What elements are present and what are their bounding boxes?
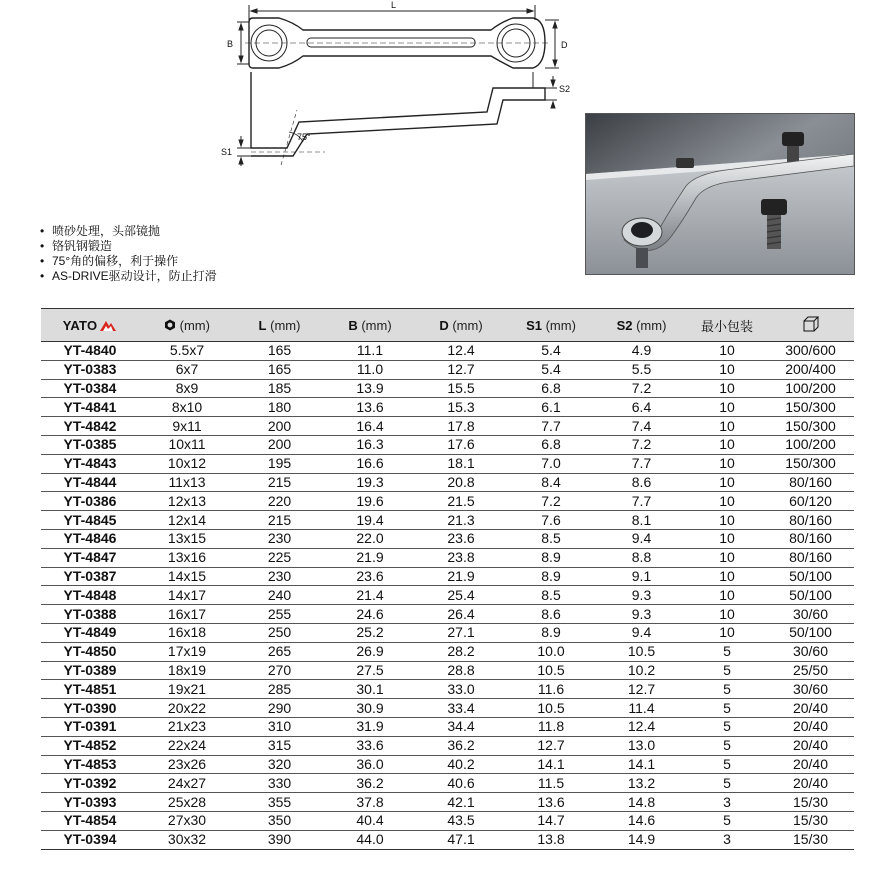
cell-pack: 10 bbox=[687, 454, 767, 473]
cell-pack: 10 bbox=[687, 529, 767, 548]
table-row bbox=[41, 567, 854, 586]
cell-d: 27.1 bbox=[416, 623, 506, 642]
cell-d: 18.1 bbox=[416, 454, 506, 473]
cell-d: 17.6 bbox=[416, 435, 506, 454]
cell-pack: 5 bbox=[687, 736, 767, 755]
cell-d: 21.3 bbox=[416, 511, 506, 530]
cell-box: 15/30 bbox=[767, 811, 854, 830]
wrench-dimension-drawing bbox=[215, 0, 585, 175]
cell-d: 28.2 bbox=[416, 642, 506, 661]
dim-label-l: L bbox=[391, 0, 397, 10]
table-row bbox=[41, 342, 854, 361]
cell-code: YT-0386 bbox=[41, 492, 139, 511]
cell-code: YT-4850 bbox=[41, 642, 139, 661]
cell-box: 50/100 bbox=[767, 623, 854, 642]
cell-size: 14x17 bbox=[139, 586, 235, 605]
cell-s2: 10.5 bbox=[596, 642, 687, 661]
cell-size: 8x10 bbox=[139, 398, 235, 417]
cell-size: 13x16 bbox=[139, 548, 235, 567]
cell-s1: 8.6 bbox=[506, 605, 596, 624]
cell-box: 80/160 bbox=[767, 529, 854, 548]
cell-d: 34.4 bbox=[416, 717, 506, 736]
cell-s1: 8.4 bbox=[506, 473, 596, 492]
table-row bbox=[41, 360, 854, 379]
cell-d: 15.5 bbox=[416, 379, 506, 398]
cell-s1: 7.7 bbox=[506, 417, 596, 436]
brand-name: YATO bbox=[62, 317, 98, 333]
cell-s2: 8.8 bbox=[596, 548, 687, 567]
cell-s2: 9.3 bbox=[596, 605, 687, 624]
cell-size: 23x26 bbox=[139, 755, 235, 774]
table-row bbox=[41, 680, 854, 699]
cell-size: 16x17 bbox=[139, 605, 235, 624]
cell-s2: 8.6 bbox=[596, 473, 687, 492]
cell-d: 23.6 bbox=[416, 529, 506, 548]
table-row bbox=[41, 548, 854, 567]
cell-l: 225 bbox=[235, 548, 324, 567]
cell-code: YT-4847 bbox=[41, 548, 139, 567]
cell-code: YT-0390 bbox=[41, 699, 139, 718]
cell-pack: 5 bbox=[687, 717, 767, 736]
cell-b: 30.1 bbox=[324, 680, 416, 699]
cell-b: 31.9 bbox=[324, 717, 416, 736]
cell-size: 17x19 bbox=[139, 642, 235, 661]
cell-s2: 9.1 bbox=[596, 567, 687, 586]
cell-box: 50/100 bbox=[767, 586, 854, 605]
cell-s1: 14.7 bbox=[506, 811, 596, 830]
cell-pack: 10 bbox=[687, 473, 767, 492]
cell-code: YT-0383 bbox=[41, 360, 139, 379]
hex-nut-icon bbox=[164, 319, 176, 331]
dim-label-b: B bbox=[227, 39, 234, 49]
cell-s2: 13.0 bbox=[596, 736, 687, 755]
feature-item: • 喷砂处理，头部镜抛 bbox=[40, 224, 217, 239]
cell-box: 100/200 bbox=[767, 379, 854, 398]
cell-l: 200 bbox=[235, 417, 324, 436]
cell-code: YT-4841 bbox=[41, 398, 139, 417]
cell-d: 28.8 bbox=[416, 661, 506, 680]
cell-pack: 10 bbox=[687, 623, 767, 642]
product-photo bbox=[585, 113, 855, 275]
cell-code: YT-0385 bbox=[41, 435, 139, 454]
dim-label-s1: S1 bbox=[221, 147, 233, 157]
cell-s1: 5.4 bbox=[506, 342, 596, 361]
cell-l: 165 bbox=[235, 342, 324, 361]
cell-l: 195 bbox=[235, 454, 324, 473]
cell-d: 40.6 bbox=[416, 774, 506, 793]
table-row bbox=[41, 774, 854, 793]
table-row bbox=[41, 717, 854, 736]
cell-s1: 6.8 bbox=[506, 379, 596, 398]
cell-size: 5.5x7 bbox=[139, 342, 235, 361]
cell-b: 13.9 bbox=[324, 379, 416, 398]
cell-l: 330 bbox=[235, 774, 324, 793]
cell-b: 11.1 bbox=[324, 342, 416, 361]
cell-l: 215 bbox=[235, 473, 324, 492]
cell-size: 22x24 bbox=[139, 736, 235, 755]
cell-l: 315 bbox=[235, 736, 324, 755]
cell-s1: 8.9 bbox=[506, 567, 596, 586]
cell-l: 230 bbox=[235, 567, 324, 586]
cell-b: 36.0 bbox=[324, 755, 416, 774]
cell-d: 40.2 bbox=[416, 755, 506, 774]
cell-pack: 10 bbox=[687, 417, 767, 436]
cell-l: 230 bbox=[235, 529, 324, 548]
cell-pack: 3 bbox=[687, 830, 767, 849]
cell-code: YT-4843 bbox=[41, 454, 139, 473]
cell-code: YT-0393 bbox=[41, 793, 139, 812]
cell-l: 180 bbox=[235, 398, 324, 417]
cell-box: 20/40 bbox=[767, 717, 854, 736]
header-box bbox=[767, 309, 854, 342]
cell-s1: 13.8 bbox=[506, 830, 596, 849]
cell-s1: 6.8 bbox=[506, 435, 596, 454]
table-row bbox=[41, 417, 854, 436]
cell-b: 22.0 bbox=[324, 529, 416, 548]
cell-size: 16x18 bbox=[139, 623, 235, 642]
cell-s1: 11.6 bbox=[506, 680, 596, 699]
cell-box: 15/30 bbox=[767, 793, 854, 812]
header-s2: S2 (mm) bbox=[596, 309, 687, 342]
cell-size: 10x12 bbox=[139, 454, 235, 473]
table-row bbox=[41, 699, 854, 718]
cell-box: 150/300 bbox=[767, 417, 854, 436]
table-row bbox=[41, 755, 854, 774]
cell-l: 185 bbox=[235, 379, 324, 398]
cell-box: 80/160 bbox=[767, 548, 854, 567]
cell-b: 19.6 bbox=[324, 492, 416, 511]
feature-item: • 铬钒钢锻造 bbox=[40, 239, 217, 254]
cell-size: 20x22 bbox=[139, 699, 235, 718]
cell-s2: 14.8 bbox=[596, 793, 687, 812]
cell-s2: 10.2 bbox=[596, 661, 687, 680]
cell-box: 60/120 bbox=[767, 492, 854, 511]
cell-l: 165 bbox=[235, 360, 324, 379]
cell-s1: 7.2 bbox=[506, 492, 596, 511]
cell-d: 36.2 bbox=[416, 736, 506, 755]
dim-label-d: D bbox=[561, 40, 568, 50]
cell-code: YT-0384 bbox=[41, 379, 139, 398]
cell-box: 150/300 bbox=[767, 398, 854, 417]
cell-box: 20/40 bbox=[767, 699, 854, 718]
cell-s2: 9.4 bbox=[596, 529, 687, 548]
cell-l: 355 bbox=[235, 793, 324, 812]
cell-box: 80/160 bbox=[767, 511, 854, 530]
table-row bbox=[41, 529, 854, 548]
cell-s2: 7.2 bbox=[596, 435, 687, 454]
cell-b: 44.0 bbox=[324, 830, 416, 849]
cell-b: 19.4 bbox=[324, 511, 416, 530]
table-row bbox=[41, 379, 854, 398]
box-icon bbox=[802, 316, 820, 332]
cell-b: 13.6 bbox=[324, 398, 416, 417]
dim-label-s2: S2 bbox=[559, 84, 571, 94]
cell-code: YT-4845 bbox=[41, 511, 139, 530]
cell-size: 24x27 bbox=[139, 774, 235, 793]
cell-size: 13x15 bbox=[139, 529, 235, 548]
header-l: L (mm) bbox=[235, 309, 324, 342]
cell-s1: 8.5 bbox=[506, 586, 596, 605]
cell-pack: 5 bbox=[687, 699, 767, 718]
cell-pack: 10 bbox=[687, 342, 767, 361]
cell-code: YT-4844 bbox=[41, 473, 139, 492]
cell-s2: 11.4 bbox=[596, 699, 687, 718]
table-row bbox=[41, 793, 854, 812]
cell-pack: 10 bbox=[687, 360, 767, 379]
cell-b: 40.4 bbox=[324, 811, 416, 830]
cell-code: YT-0394 bbox=[41, 830, 139, 849]
cell-size: 19x21 bbox=[139, 680, 235, 699]
cell-d: 42.1 bbox=[416, 793, 506, 812]
cell-d: 21.9 bbox=[416, 567, 506, 586]
cell-code: YT-0387 bbox=[41, 567, 139, 586]
cell-b: 21.4 bbox=[324, 586, 416, 605]
cell-d: 33.4 bbox=[416, 699, 506, 718]
cell-s1: 8.9 bbox=[506, 623, 596, 642]
table-row bbox=[41, 511, 854, 530]
cell-size: 12x14 bbox=[139, 511, 235, 530]
spec-table bbox=[41, 308, 854, 850]
cell-d: 20.8 bbox=[416, 473, 506, 492]
cell-d: 33.0 bbox=[416, 680, 506, 699]
cell-l: 250 bbox=[235, 623, 324, 642]
feature-item: • AS-DRIVE驱动设计，防止打滑 bbox=[40, 269, 217, 284]
cell-b: 19.3 bbox=[324, 473, 416, 492]
cell-code: YT-4842 bbox=[41, 417, 139, 436]
cell-s1: 8.9 bbox=[506, 548, 596, 567]
cell-b: 16.3 bbox=[324, 435, 416, 454]
cell-pack: 3 bbox=[687, 793, 767, 812]
cell-s2: 14.6 bbox=[596, 811, 687, 830]
cell-pack: 10 bbox=[687, 548, 767, 567]
cell-s2: 6.4 bbox=[596, 398, 687, 417]
cell-code: YT-4846 bbox=[41, 529, 139, 548]
cell-l: 200 bbox=[235, 435, 324, 454]
cell-d: 23.8 bbox=[416, 548, 506, 567]
cell-size: 10x11 bbox=[139, 435, 235, 454]
cell-box: 50/100 bbox=[767, 567, 854, 586]
header-b: B (mm) bbox=[324, 309, 416, 342]
yato-logo-icon bbox=[99, 320, 117, 332]
cell-l: 290 bbox=[235, 699, 324, 718]
cell-s2: 8.1 bbox=[596, 511, 687, 530]
cell-pack: 5 bbox=[687, 755, 767, 774]
cell-b: 16.6 bbox=[324, 454, 416, 473]
cell-box: 30/60 bbox=[767, 680, 854, 699]
cell-l: 255 bbox=[235, 605, 324, 624]
cell-s1: 11.8 bbox=[506, 717, 596, 736]
cell-s2: 12.7 bbox=[596, 680, 687, 699]
cell-pack: 10 bbox=[687, 567, 767, 586]
table-row bbox=[41, 454, 854, 473]
cell-l: 265 bbox=[235, 642, 324, 661]
cell-s2: 12.4 bbox=[596, 717, 687, 736]
cell-b: 23.6 bbox=[324, 567, 416, 586]
cell-l: 350 bbox=[235, 811, 324, 830]
cell-pack: 5 bbox=[687, 680, 767, 699]
cell-s2: 9.3 bbox=[596, 586, 687, 605]
cell-code: YT-4849 bbox=[41, 623, 139, 642]
cell-code: YT-4848 bbox=[41, 586, 139, 605]
cell-s1: 14.1 bbox=[506, 755, 596, 774]
cell-d: 25.4 bbox=[416, 586, 506, 605]
cell-d: 12.7 bbox=[416, 360, 506, 379]
cell-d: 21.5 bbox=[416, 492, 506, 511]
cell-l: 320 bbox=[235, 755, 324, 774]
cell-l: 285 bbox=[235, 680, 324, 699]
cell-box: 20/40 bbox=[767, 736, 854, 755]
cell-pack: 5 bbox=[687, 642, 767, 661]
cell-b: 27.5 bbox=[324, 661, 416, 680]
cell-b: 33.6 bbox=[324, 736, 416, 755]
cell-box: 15/30 bbox=[767, 830, 854, 849]
cell-l: 215 bbox=[235, 511, 324, 530]
table-row bbox=[41, 830, 854, 849]
cell-s2: 14.9 bbox=[596, 830, 687, 849]
cell-l: 240 bbox=[235, 586, 324, 605]
feature-list bbox=[40, 224, 217, 284]
cell-box: 100/200 bbox=[767, 435, 854, 454]
dim-label-angle: 75° bbox=[297, 132, 311, 142]
cell-l: 310 bbox=[235, 717, 324, 736]
cell-size: 14x15 bbox=[139, 567, 235, 586]
cell-code: YT-4854 bbox=[41, 811, 139, 830]
cell-box: 200/400 bbox=[767, 360, 854, 379]
cell-pack: 10 bbox=[687, 398, 767, 417]
cell-b: 36.2 bbox=[324, 774, 416, 793]
table-row bbox=[41, 605, 854, 624]
cell-size: 11x13 bbox=[139, 473, 235, 492]
header-brand bbox=[41, 309, 139, 342]
table-row bbox=[41, 623, 854, 642]
table-row bbox=[41, 736, 854, 755]
table-row bbox=[41, 435, 854, 454]
cell-pack: 5 bbox=[687, 811, 767, 830]
cell-s2: 7.7 bbox=[596, 454, 687, 473]
cell-box: 80/160 bbox=[767, 473, 854, 492]
table-row bbox=[41, 642, 854, 661]
feature-item: • 75°角的偏移，利于操作 bbox=[40, 254, 217, 269]
cell-code: YT-4840 bbox=[41, 342, 139, 361]
cell-code: YT-4851 bbox=[41, 680, 139, 699]
table-header-row bbox=[41, 309, 854, 342]
cell-size: 8x9 bbox=[139, 379, 235, 398]
cell-b: 37.8 bbox=[324, 793, 416, 812]
cell-d: 15.3 bbox=[416, 398, 506, 417]
cell-s1: 5.4 bbox=[506, 360, 596, 379]
cell-s1: 10.5 bbox=[506, 661, 596, 680]
cell-s1: 13.6 bbox=[506, 793, 596, 812]
header-d: D (mm) bbox=[416, 309, 506, 342]
cell-b: 16.4 bbox=[324, 417, 416, 436]
cell-pack: 10 bbox=[687, 586, 767, 605]
cell-pack: 10 bbox=[687, 435, 767, 454]
cell-size: 27x30 bbox=[139, 811, 235, 830]
cell-b: 21.9 bbox=[324, 548, 416, 567]
cell-size: 18x19 bbox=[139, 661, 235, 680]
table-row bbox=[41, 398, 854, 417]
cell-size: 25x28 bbox=[139, 793, 235, 812]
cell-s1: 12.7 bbox=[506, 736, 596, 755]
table-row bbox=[41, 473, 854, 492]
cell-box: 30/60 bbox=[767, 642, 854, 661]
cell-size: 6x7 bbox=[139, 360, 235, 379]
cell-pack: 10 bbox=[687, 605, 767, 624]
cell-pack: 10 bbox=[687, 511, 767, 530]
table-row bbox=[41, 811, 854, 830]
cell-s2: 9.4 bbox=[596, 623, 687, 642]
cell-box: 20/40 bbox=[767, 774, 854, 793]
cell-s1: 11.5 bbox=[506, 774, 596, 793]
table-row bbox=[41, 586, 854, 605]
cell-b: 26.9 bbox=[324, 642, 416, 661]
header-size bbox=[139, 309, 235, 342]
cell-pack: 10 bbox=[687, 379, 767, 398]
cell-d: 26.4 bbox=[416, 605, 506, 624]
cell-s1: 6.1 bbox=[506, 398, 596, 417]
cell-code: YT-4852 bbox=[41, 736, 139, 755]
cell-s2: 7.7 bbox=[596, 492, 687, 511]
cell-s1: 10.0 bbox=[506, 642, 596, 661]
header-s1: S1 (mm) bbox=[506, 309, 596, 342]
cell-size: 12x13 bbox=[139, 492, 235, 511]
cell-code: YT-0391 bbox=[41, 717, 139, 736]
cell-s1: 7.6 bbox=[506, 511, 596, 530]
cell-l: 390 bbox=[235, 830, 324, 849]
cell-d: 47.1 bbox=[416, 830, 506, 849]
cell-s1: 10.5 bbox=[506, 699, 596, 718]
cell-code: YT-0389 bbox=[41, 661, 139, 680]
table-row bbox=[41, 492, 854, 511]
cell-d: 43.5 bbox=[416, 811, 506, 830]
cell-s2: 14.1 bbox=[596, 755, 687, 774]
cell-size: 30x32 bbox=[139, 830, 235, 849]
size-unit: (mm) bbox=[179, 317, 210, 333]
cell-box: 300/600 bbox=[767, 342, 854, 361]
cell-d: 17.8 bbox=[416, 417, 506, 436]
cell-s1: 8.5 bbox=[506, 529, 596, 548]
cell-b: 30.9 bbox=[324, 699, 416, 718]
cell-size: 9x11 bbox=[139, 417, 235, 436]
cell-b: 24.6 bbox=[324, 605, 416, 624]
cell-d: 12.4 bbox=[416, 342, 506, 361]
cell-pack: 10 bbox=[687, 492, 767, 511]
cell-b: 11.0 bbox=[324, 360, 416, 379]
cell-pack: 5 bbox=[687, 774, 767, 793]
header-pack: 最小包装 bbox=[687, 309, 767, 342]
cell-s2: 7.4 bbox=[596, 417, 687, 436]
table-row bbox=[41, 661, 854, 680]
cell-box: 150/300 bbox=[767, 454, 854, 473]
cell-code: YT-4853 bbox=[41, 755, 139, 774]
cell-s2: 5.5 bbox=[596, 360, 687, 379]
cell-box: 25/50 bbox=[767, 661, 854, 680]
cell-s2: 7.2 bbox=[596, 379, 687, 398]
cell-b: 25.2 bbox=[324, 623, 416, 642]
cell-l: 220 bbox=[235, 492, 324, 511]
cell-l: 270 bbox=[235, 661, 324, 680]
cell-box: 30/60 bbox=[767, 605, 854, 624]
cell-pack: 5 bbox=[687, 661, 767, 680]
cell-code: YT-0388 bbox=[41, 605, 139, 624]
cell-s2: 4.9 bbox=[596, 342, 687, 361]
cell-s1: 7.0 bbox=[506, 454, 596, 473]
cell-code: YT-0392 bbox=[41, 774, 139, 793]
cell-size: 21x23 bbox=[139, 717, 235, 736]
cell-box: 20/40 bbox=[767, 755, 854, 774]
cell-s2: 13.2 bbox=[596, 774, 687, 793]
